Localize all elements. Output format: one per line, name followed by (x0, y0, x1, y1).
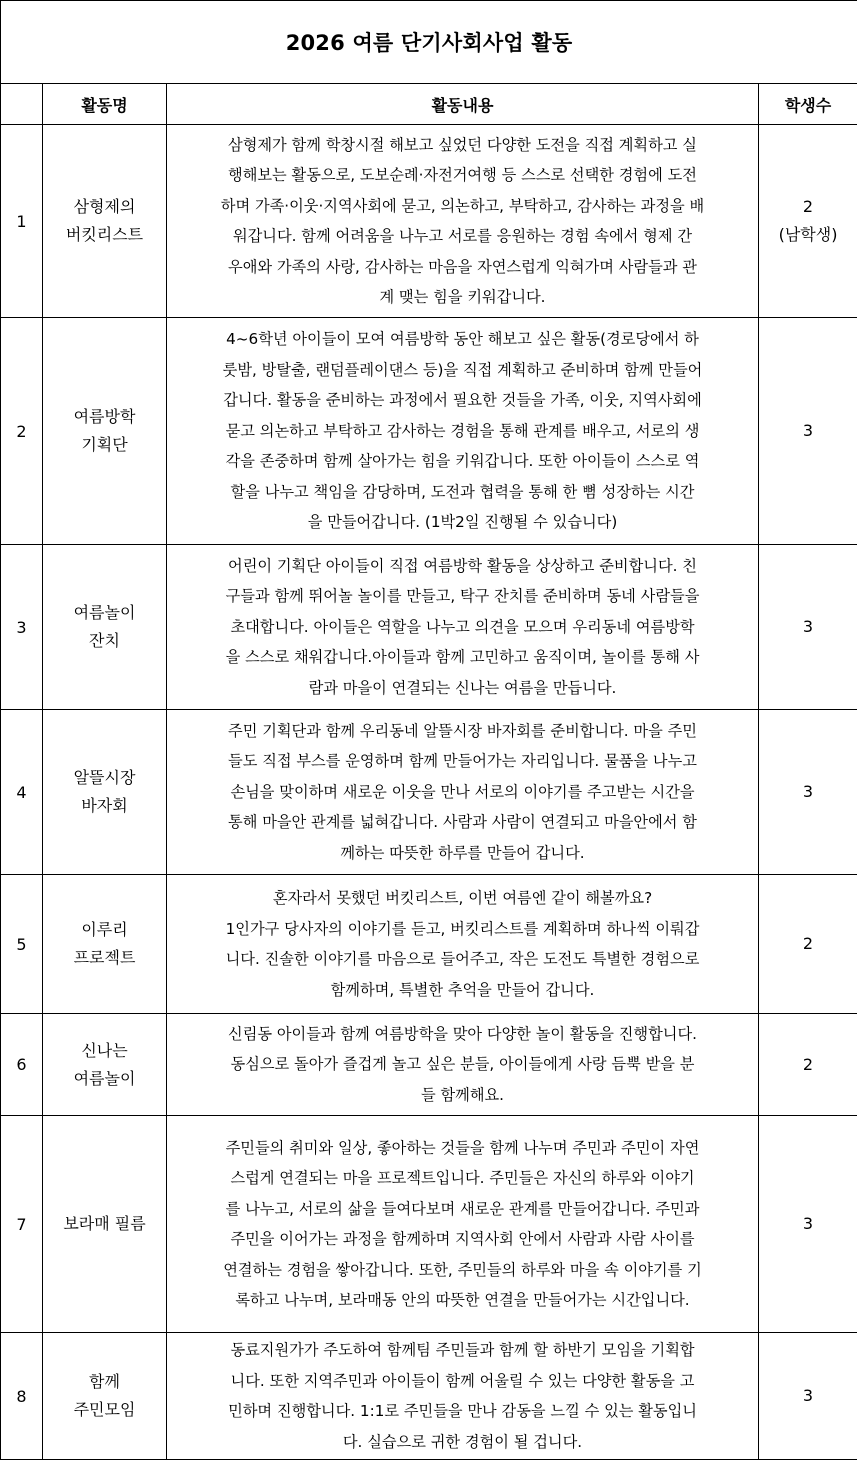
activity-content-line: 스럽게 연결되는 마을 프로젝트입니다. 주민들은 자신의 하루와 이야기 (172, 1163, 753, 1194)
table-row (1, 1333, 857, 1460)
activity-name (43, 875, 167, 1014)
student-count (759, 545, 857, 710)
activity-name (43, 545, 167, 710)
activity-content-line: 1인가구 당사자의 이야기를 듣고, 버킷리스트를 계획하며 하나씩 이뤄갑 (172, 914, 753, 945)
title-row (1, 1, 857, 84)
row-number: 4 (1, 710, 43, 875)
activity-name-line: 신나는 (43, 1037, 166, 1065)
table-row (1, 1116, 857, 1333)
activity-content-line: 동료지원가가 주도하여 함께팀 주민들과 함께 할 하반기 모임을 기획합 (172, 1335, 753, 1366)
activity-content-line: 께하는 따뜻한 하루를 만들어 갑니다. (172, 838, 753, 869)
student-count-line: 2 (759, 930, 857, 958)
table-row (1, 318, 857, 545)
student-count (759, 318, 857, 545)
activity-name-line: 여름놀이 (43, 599, 166, 627)
activity-content-line: 을 만들어갑니다. (1박2일 진행될 수 있습니다) (172, 507, 753, 538)
activity-content-line: 니다. 진솔한 이야기를 마음으로 들어주고, 작은 도전도 특별한 경험으로 (172, 944, 753, 975)
activity-name-line: 버킷리스트 (43, 221, 166, 249)
table-row (1, 710, 857, 875)
activity-content-line: 혼자라서 못했던 버킷리스트, 이번 여름엔 같이 해볼까요? (172, 883, 753, 914)
activity-content (167, 1014, 759, 1116)
activity-content-line: 통해 마을안 관계를 넓혀갑니다. 사람과 사람이 연결되고 마을안에서 함 (172, 807, 753, 838)
activity-content-line: 하며 가족·이웃·지역사회에 묻고, 의논하고, 부탁하고, 감사하는 과정을 배 (172, 191, 753, 222)
row-number: 1 (1, 125, 43, 318)
activity-name-line: 이루리 (43, 916, 166, 944)
student-count-line: 3 (759, 1210, 857, 1238)
activity-name-line: 잔치 (43, 627, 166, 655)
activity-content-line: 주민들의 취미와 일상, 좋아하는 것들을 함께 나누며 주민과 주민이 자연 (172, 1133, 753, 1164)
activity-name-line: 주민모임 (43, 1396, 166, 1424)
student-count (759, 710, 857, 875)
activity-content-line: 각을 존중하며 함께 살아가는 힘을 키워갑니다. 또한 아이들이 스스로 역 (172, 446, 753, 477)
header-content: 활동내용 (167, 84, 759, 125)
activity-content-line: 람과 마을이 연결되는 신나는 여름을 만듭니다. (172, 673, 753, 704)
student-count-line: 3 (759, 417, 857, 445)
table-row (1, 545, 857, 710)
activity-content-line: 계 맺는 힘을 키워갑니다. (172, 282, 753, 313)
student-count (759, 1333, 857, 1460)
activity-content (167, 875, 759, 1014)
activity-content-line: 들 함께해요. (172, 1080, 753, 1111)
activity-name (43, 1014, 167, 1116)
activity-content-line: 을 스스로 채워갑니다.아이들과 함께 고민하고 움직이며, 놀이를 통해 사 (172, 642, 753, 673)
activity-content (167, 318, 759, 545)
activity-content-line: 신림동 아이들과 함께 여름방학을 맞아 다양한 놀이 활동을 진행합니다. (172, 1019, 753, 1050)
row-number: 3 (1, 545, 43, 710)
row-number: 2 (1, 318, 43, 545)
student-count-line: 3 (759, 613, 857, 641)
activity-content-line: 4~6학년 아이들이 모여 여름방학 동안 해보고 싶은 활동(경로당에서 하 (172, 324, 753, 355)
student-count (759, 1014, 857, 1116)
activity-name-line: 알뜰시장 (43, 764, 166, 792)
student-count-line: (남학생) (759, 221, 857, 249)
table-row (1, 1014, 857, 1116)
activity-content-line: 묻고 의논하고 부탁하고 감사하는 경험을 통해 관계를 배우고, 서로의 생 (172, 416, 753, 447)
activity-name-line: 바자회 (43, 792, 166, 820)
header-name: 활동명 (43, 84, 167, 125)
row-number: 5 (1, 875, 43, 1014)
student-count (759, 875, 857, 1014)
activity-name-line: 여름놀이 (43, 1065, 166, 1093)
activity-content-line: 어린이 기획단 아이들이 직접 여름방학 활동을 상상하고 준비합니다. 친 (172, 551, 753, 582)
activity-content-line: 행해보는 활동으로, 도보순례·자전거여행 등 스스로 선택한 경험에 도전 (172, 160, 753, 191)
page-title: 2026 여름 단기사회사업 활동 (1, 1, 857, 84)
activity-content-line: 주민 기획단과 함께 우리동네 알뜰시장 바자회를 준비합니다. 마을 주민 (172, 716, 753, 747)
activity-name-line: 보라매 필름 (43, 1210, 166, 1238)
activity-name-line: 삼형제의 (43, 193, 166, 221)
activity-name-line: 기획단 (43, 431, 166, 459)
activity-name-line: 여름방학 (43, 403, 166, 431)
activity-content-line: 구들과 함께 뛰어놀 놀이를 만들고, 탁구 잔치를 준비하며 동네 사람들을 (172, 581, 753, 612)
activity-content (167, 1116, 759, 1333)
activity-name-line: 프로젝트 (43, 944, 166, 972)
activity-content-line: 할을 나누고 책임을 감당하며, 도전과 협력을 통해 한 뼘 성장하는 시간 (172, 477, 753, 508)
activity-content (167, 545, 759, 710)
activity-name (43, 1333, 167, 1460)
activity-content-line: 록하고 나누며, 보라매동 안의 따뜻한 연결을 만들어가는 시간입니다. (172, 1285, 753, 1316)
table-row (1, 875, 857, 1014)
activity-content-line: 를 나누고, 서로의 삶을 들여다보며 새로운 관계를 만들어갑니다. 주민과 (172, 1194, 753, 1225)
activity-content-line: 니다. 또한 지역주민과 아이들이 함께 어울릴 수 있는 다양한 활동을 고 (172, 1366, 753, 1397)
activity-content-line: 들도 직접 부스를 운영하며 함께 만들어가는 자리입니다. 물품을 나누고 (172, 746, 753, 777)
activity-name (43, 1116, 167, 1333)
activity-name-line: 함께 (43, 1368, 166, 1396)
student-count-line: 3 (759, 778, 857, 806)
activity-content-line: 삼형제가 함께 학창시절 해보고 싶었던 다양한 도전을 직접 계획하고 실 (172, 130, 753, 161)
activity-content-line: 동심으로 돌아가 즐겁게 놀고 싶은 분들, 아이들에게 사랑 듬뿍 받을 분 (172, 1049, 753, 1080)
activity-content (167, 710, 759, 875)
activity-content-line: 룻밤, 방탈출, 랜덤플레이댄스 등)을 직접 계획하고 준비하며 함께 만들어 (172, 355, 753, 386)
header-count: 학생수 (759, 84, 857, 125)
activity-content (167, 125, 759, 318)
activity-content-line: 손님을 맞이하며 새로운 이웃을 만나 서로의 이야기를 주고받는 시간을 (172, 777, 753, 808)
student-count (759, 1116, 857, 1333)
activity-name (43, 125, 167, 318)
activity-name (43, 318, 167, 545)
activity-name (43, 710, 167, 875)
activity-content-line: 함께하며, 특별한 추억을 만들어 갑니다. (172, 975, 753, 1006)
activity-content-line: 초대합니다. 아이들은 역할을 나누고 의견을 모으며 우리동네 여름방학 (172, 612, 753, 643)
student-count-line: 2 (759, 1051, 857, 1079)
activity-content-line: 민하며 진행합니다. 1:1로 주민들을 만나 감동을 느낄 수 있는 활동입니 (172, 1396, 753, 1427)
row-number: 7 (1, 1116, 43, 1333)
student-count-line: 3 (759, 1382, 857, 1410)
header-no (1, 84, 43, 125)
student-count-line: 2 (759, 193, 857, 221)
activity-content-line: 주민을 이어가는 과정을 함께하며 지역사회 안에서 사람과 사람 사이를 (172, 1224, 753, 1255)
activity-content-line: 다. 실습으로 귀한 경험이 될 겁니다. (172, 1427, 753, 1458)
activity-content-line: 갑니다. 활동을 준비하는 과정에서 필요한 것들을 가족, 이웃, 지역사회에 (172, 385, 753, 416)
activity-content-line: 연결하는 경험을 쌓아갑니다. 또한, 주민들의 하루와 마을 속 이야기를 기 (172, 1255, 753, 1286)
row-number: 8 (1, 1333, 43, 1460)
student-count (759, 125, 857, 318)
table-row (1, 125, 857, 318)
activity-content-line: 우애와 가족의 사랑, 감사하는 마음을 자연스럽게 익혀가며 사람들과 관 (172, 252, 753, 283)
header-row (1, 84, 857, 125)
activity-content (167, 1333, 759, 1460)
activity-content-line: 워갑니다. 함께 어려움을 나누고 서로를 응원하는 경험 속에서 형제 간 (172, 221, 753, 252)
row-number: 6 (1, 1014, 43, 1116)
